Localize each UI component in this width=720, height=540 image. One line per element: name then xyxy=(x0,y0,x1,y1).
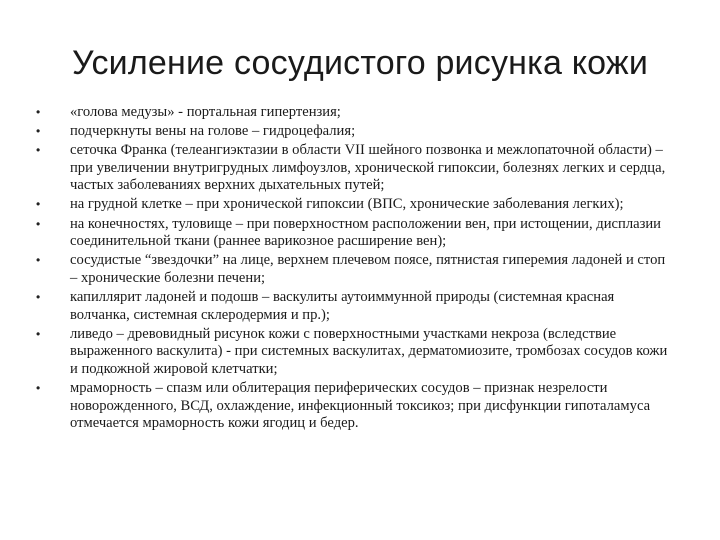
list-item xyxy=(36,123,676,141)
bullet-icon: • xyxy=(36,380,41,395)
list-item xyxy=(36,142,676,195)
list-item-text: подчеркнуты вены на голове – гидроцефалия; xyxy=(70,123,356,140)
list-item-text: на грудной клетке – при хронической гипоксии (ВПС, хронические заболевания легких); xyxy=(70,196,624,213)
list-item xyxy=(36,104,676,122)
list-item xyxy=(36,196,676,214)
list-item-text: на конечностях, туловище – при поверхностном расположении вен, при истощении, дисплазии соединительной ткани (раннее варикозное расширение вен); xyxy=(70,215,661,250)
bullet-icon: • xyxy=(36,289,41,304)
list-item-text: ливедо – древовидный рисунок кожи с поверхностными участками некроза (вследствие выраженного васкулита) - при системных васкулитах, дерматомиозите, тромбозах сосудов кожи и подкожной жировой клетчатки; xyxy=(70,325,668,377)
slide-title: Усиление сосудистого рисунка кожи xyxy=(71,44,649,82)
list-item xyxy=(36,289,676,324)
list-item xyxy=(36,326,676,379)
bullet-icon: • xyxy=(36,105,41,119)
bullet-icon: • xyxy=(36,143,41,158)
bullet-icon: • xyxy=(36,197,41,212)
bullet-icon: • xyxy=(36,253,41,268)
list-item-text: капиллярит ладоней и подошв – васкулиты аутоиммунной природы (системная красная волчанка, системная склеродермия и пр.); xyxy=(70,288,615,323)
list-item-text: мраморность – спазм или облитерация периферических сосудов – признак незрелости новорожденного, ВСД, охлаждение, инфекционный токсикоз; при дисфункции гипоталамуса отмечается мраморность кожи ягодиц и бедер. xyxy=(70,379,651,432)
bullet-icon: • xyxy=(36,326,41,341)
bullet-list xyxy=(36,104,676,434)
list-item xyxy=(36,252,676,287)
list-item-text: «голова медузы» - портальная гипертензия; xyxy=(70,104,341,120)
list-item xyxy=(36,380,676,433)
bullet-icon: • xyxy=(36,216,41,231)
bullet-icon: • xyxy=(36,124,41,139)
list-item-text: сосудистые “звездочки” на лице, верхнем плечевом поясе, пятнистая гиперемия ладоней и стоп – хронические болезни печени; xyxy=(70,252,666,286)
list-item xyxy=(36,216,676,251)
list-item-text: сеточка Франка (телеангиэктазии в области VII шейного позвонка и межлопаточной области) – при увеличении внутригрудных лимфоузлов, хронической гипоксии, болезнях легких и сердца, частых заболеваниях верхних дыхательных путей; xyxy=(70,142,666,194)
